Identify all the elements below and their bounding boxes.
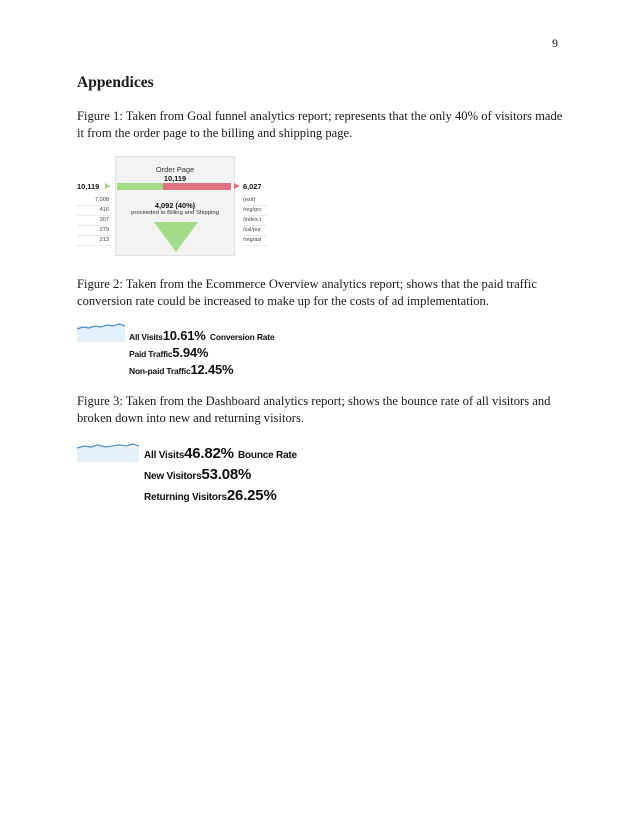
metric-suffix: Conversion Rate [209, 332, 275, 342]
metric-label: Returning Visitors [144, 492, 227, 503]
figure-3-caption: Figure 3: Taken from the Dashboard analytics report; shows the bounce rate of all visitors and broken down into new and returning visitors. [77, 394, 551, 425]
metric-label: Paid Traffic [129, 349, 173, 359]
proceeded-count: 4,092 (40%) [154, 201, 196, 210]
order-page-title: Order Page [155, 165, 195, 174]
all-visits-bounce [144, 445, 297, 463]
exit-bar [163, 183, 231, 190]
metric-label: All Visits [129, 332, 163, 342]
list-item: 307 [77, 216, 111, 226]
exit-arrow-icon [234, 183, 240, 189]
metric-value: 10.61% [162, 328, 206, 343]
metric-value: 26.25% [226, 487, 277, 504]
list-item: 416 [77, 206, 111, 216]
list-item: /index.t [243, 216, 267, 226]
list-item: /ssl/pur [243, 226, 267, 236]
metric-value: 5.94% [172, 345, 209, 360]
metric-label: All Visits [144, 450, 185, 461]
metric-label: Non-paid Traffic [129, 366, 191, 376]
goal-funnel-figure [77, 156, 267, 256]
list-item: 7,008 [77, 196, 111, 206]
sparkline-icon [77, 320, 125, 342]
list-item: /reg/prc [243, 206, 267, 216]
metric-value: 12.45% [190, 362, 234, 377]
exit-count: 6,027 [243, 182, 262, 191]
list-item: /reg/asi [243, 236, 267, 246]
figure-2-caption: Figure 2: Taken from the Ecommerce Overview analytics report; shows that the paid traffic conversion rate could be increased to make up for the costs of ad implementation. [77, 277, 537, 308]
metric-suffix: Bounce Rate [238, 450, 297, 461]
proceeded-text: proceeded to Billing and Shipping [131, 210, 219, 216]
funnel-down-arrow-icon [154, 222, 198, 252]
exit-destination-list [243, 196, 267, 246]
list-item: 213 [77, 236, 111, 246]
paid-traffic-conversion [129, 344, 208, 362]
entrance-count: 10,119 [77, 182, 100, 191]
metric-label: New Visitors [144, 471, 202, 482]
returning-visitors-bounce [144, 487, 277, 505]
entrance-arrow-icon [105, 183, 111, 189]
entrance-source-list [77, 196, 111, 246]
list-item: 279 [77, 226, 111, 236]
order-page-count: 10,119 [163, 174, 187, 183]
metric-value: 53.08% [201, 466, 252, 483]
proceed-bar [117, 183, 163, 190]
figure-1-caption: Figure 1: Taken from Goal funnel analytics report; represents that the only 40% of visitors made it from the order page to the billing and shipping page. [77, 109, 563, 140]
all-visits-conversion [129, 327, 274, 345]
nonpaid-traffic-conversion [129, 361, 233, 379]
list-item: (exit) [243, 196, 267, 206]
new-visitors-bounce [144, 466, 251, 484]
page-number: 9 [552, 36, 558, 50]
sparkline-icon [77, 440, 139, 462]
metric-value: 46.82% [184, 445, 234, 462]
section-heading: Appendices [77, 74, 154, 91]
